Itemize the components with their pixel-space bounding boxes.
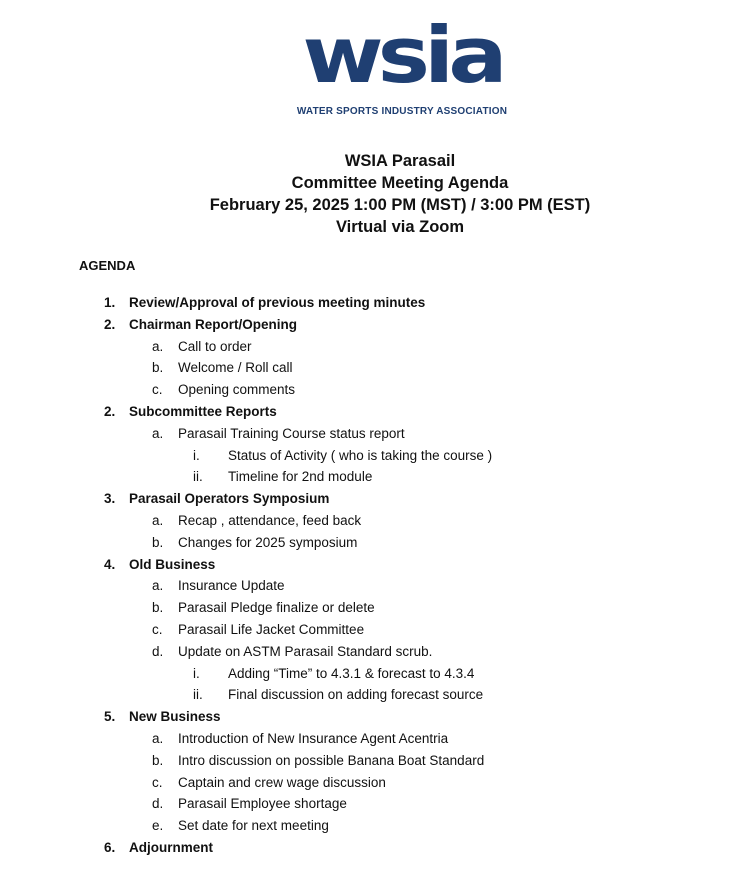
agenda-item-text: Insurance Update (178, 578, 285, 594)
agenda-item (0, 292, 745, 314)
agenda-item-text: Subcommittee Reports (129, 403, 277, 419)
agenda-item-text: Final discussion on adding forecast source (228, 687, 484, 703)
agenda-item (0, 706, 745, 728)
agenda-item-marker: 2. (104, 403, 116, 419)
agenda-item-marker: b. (152, 534, 164, 550)
agenda-item (0, 663, 745, 685)
agenda-item (0, 336, 745, 358)
agenda-item-marker: b. (152, 360, 164, 376)
agenda-item-marker: 5. (104, 709, 116, 725)
title-line: Committee Meeting Agenda (291, 174, 509, 192)
agenda-item-text: Adjournment (129, 839, 213, 855)
agenda-item-text: Intro discussion on possible Banana Boat Standard (178, 752, 485, 768)
agenda-item (0, 379, 745, 401)
agenda-item-marker: c. (152, 774, 163, 790)
agenda-item (0, 793, 745, 815)
agenda-item (0, 641, 745, 663)
agenda-item (0, 815, 745, 837)
agenda-item-marker: c. (152, 621, 163, 637)
agenda-item-text: Update on ASTM Parasail Standard scrub. (178, 643, 433, 659)
agenda-item (0, 772, 745, 794)
agenda-item (0, 728, 745, 750)
agenda-item-marker: 1. (104, 295, 116, 310)
agenda-item (0, 575, 745, 597)
agenda-item-marker: b. (152, 752, 164, 768)
agenda-item-marker: c. (152, 382, 163, 398)
agenda-item (0, 510, 745, 532)
agenda-item-marker: a. (152, 578, 164, 594)
agenda-item-text: Set date for next meeting (178, 818, 329, 834)
agenda-item (0, 619, 745, 641)
agenda-item-marker: b. (152, 600, 164, 616)
agenda-item-marker: 3. (104, 491, 116, 507)
agenda-item-marker: 4. (104, 556, 116, 572)
agenda-item-text: Chairman Report/Opening (129, 316, 298, 332)
agenda-item-text: Parasail Employee shortage (178, 796, 347, 812)
agenda-item-marker: a. (152, 512, 164, 528)
agenda-item-marker: i. (193, 447, 200, 463)
agenda-item-marker: e. (152, 818, 164, 834)
agenda-item-text: New Business (129, 709, 221, 725)
agenda-item-text: Changes for 2025 symposium (178, 534, 358, 550)
agenda-item (0, 488, 745, 510)
agenda-item-marker: ii. (193, 687, 203, 703)
agenda-item-text: Call to order (178, 338, 252, 354)
agenda-item-marker: ii. (193, 469, 203, 485)
agenda-item-text: Captain and crew wage discussion (178, 774, 386, 790)
agenda-item (0, 445, 745, 467)
agenda-item (0, 684, 745, 706)
agenda-item-marker: d. (152, 796, 164, 812)
agenda-item-text: Status of Activity ( who is taking the course ) (228, 447, 493, 463)
wsia-logo (282, 10, 522, 118)
agenda-item-text: Parasail Pledge finalize or delete (178, 600, 375, 616)
agenda-item-marker: 2. (104, 316, 116, 332)
document-title (0, 150, 745, 238)
agenda-item-marker: i. (193, 665, 200, 681)
agenda-item-text: Old Business (129, 556, 216, 572)
agenda-item-text: Recap , attendance, feed back (178, 512, 362, 528)
agenda-list (0, 292, 745, 859)
agenda-item (0, 597, 745, 619)
agenda-item-marker: d. (152, 643, 164, 659)
agenda-item-text: Parasail Life Jacket Committee (178, 621, 365, 637)
agenda-item (0, 357, 745, 379)
agenda-item-text: Opening comments (178, 382, 296, 398)
agenda-item (0, 554, 745, 576)
agenda-item (0, 314, 745, 336)
logo-wordmark: wsia (302, 10, 502, 101)
agenda-item (0, 837, 745, 859)
logo-tagline: WATER SPORTS INDUSTRY ASSOCIATION (296, 106, 508, 117)
agenda-item (0, 466, 745, 488)
agenda-item (0, 532, 745, 554)
agenda-item (0, 423, 745, 445)
title-line: February 25, 2025 1:00 PM (MST) / 3:00 PM (EST) (209, 196, 591, 214)
agenda-item-text: Welcome / Roll call (178, 360, 293, 376)
agenda-item-text: Parasail Training Course status report (178, 425, 405, 441)
agenda-heading: AGENDA (79, 258, 136, 273)
agenda-item-marker: a. (152, 730, 164, 746)
agenda-item (0, 401, 745, 423)
agenda-item-text: Timeline for 2nd module (228, 469, 373, 485)
title-line: WSIA Parasail (344, 152, 456, 170)
agenda-item-marker: 6. (104, 839, 116, 855)
agenda-item-text: Introduction of New Insurance Agent Acentria (178, 730, 449, 746)
agenda-item-text: Adding “Time” to 4.3.1 & forecast to 4.3.4 (228, 665, 475, 681)
agenda-item-marker: a. (152, 425, 164, 441)
title-line: Virtual via Zoom (335, 218, 465, 236)
agenda-item-marker: a. (152, 338, 164, 354)
agenda-item (0, 750, 745, 772)
agenda-item-text: Parasail Operators Symposium (129, 491, 330, 507)
agenda-item-text: Review/Approval of previous meeting minutes (129, 295, 426, 310)
